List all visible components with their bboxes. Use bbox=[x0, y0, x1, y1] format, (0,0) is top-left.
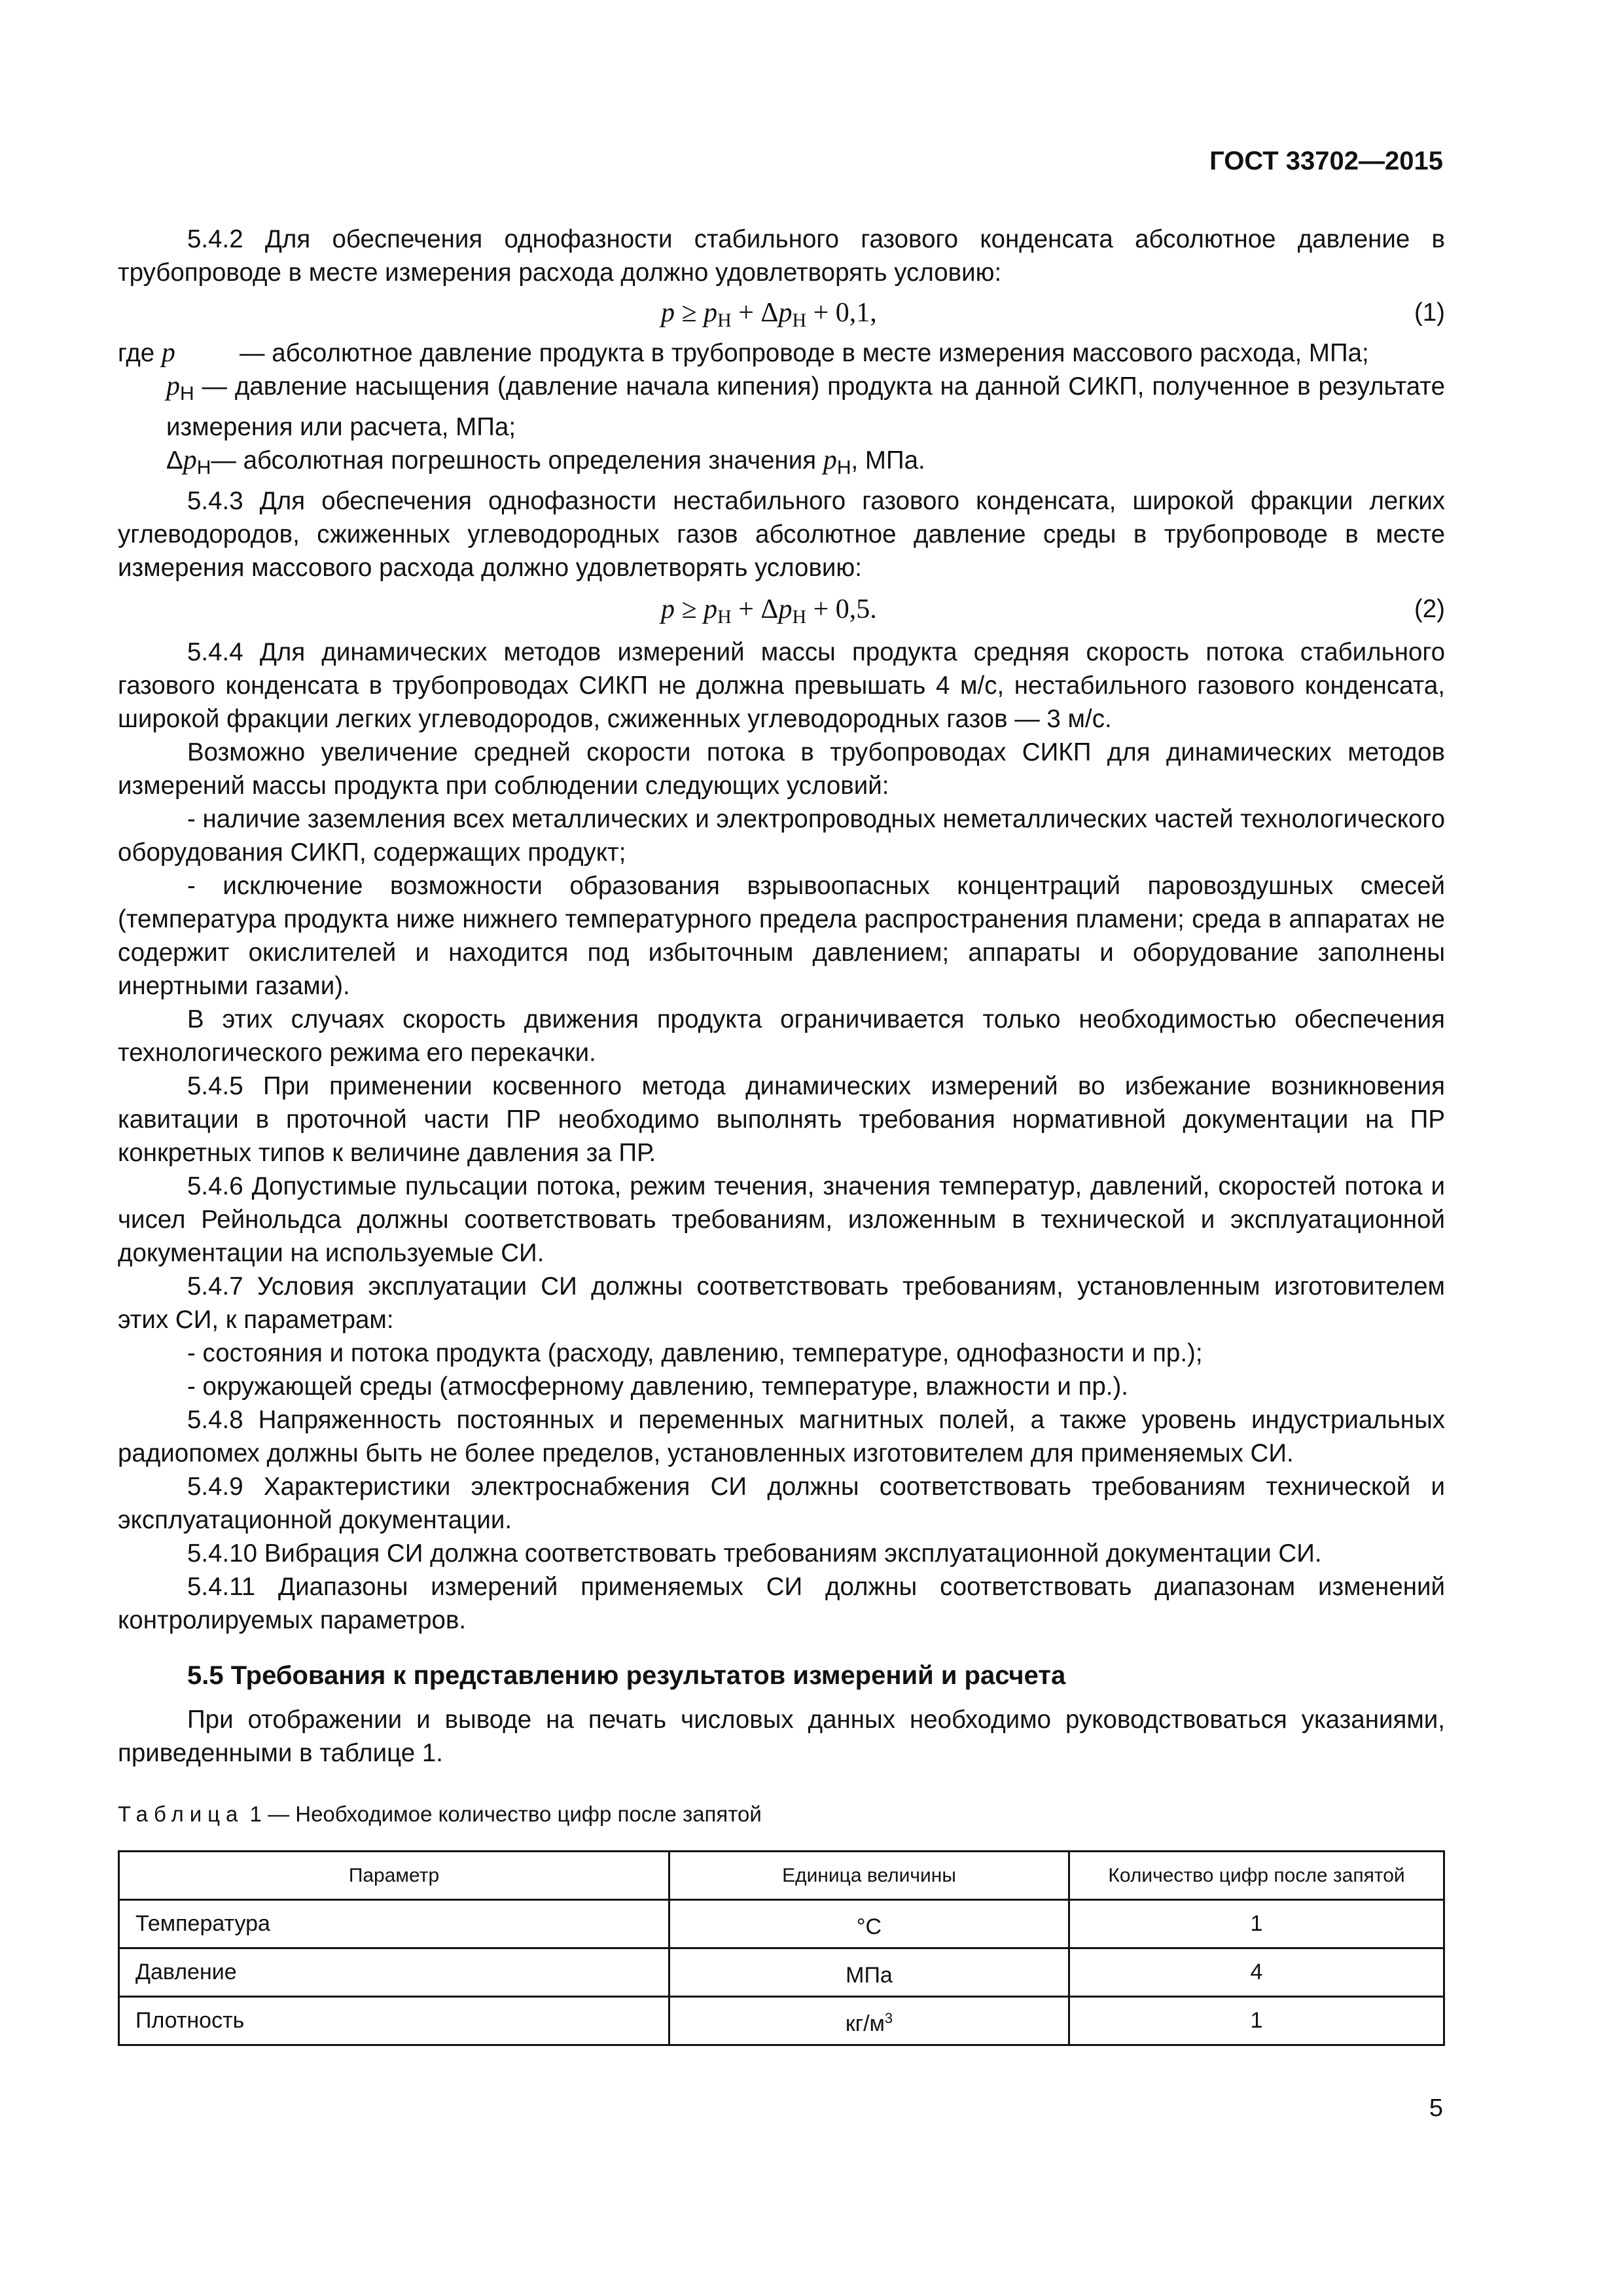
where-dpn-definition: $\Delta p_Н—$ абсолютная погрешность определения значения $p_Н$, МПа. bbox=[166, 445, 925, 478]
column-header-digits: Количество цифр после запятой bbox=[1069, 1852, 1444, 1900]
paragraph-5-4-7: 5.4.7 Условия эксплуатации СИ должны соответствовать требованиям, установленным изготовителем этих СИ, к параметрам: bbox=[118, 1272, 1445, 1334]
formula-1-number: (1) bbox=[1414, 298, 1445, 327]
document-code: ГОСТ 33702—2015 bbox=[1209, 147, 1443, 175]
paragraph-5-4-4-note: В этих случаях скорость движения продукта ограничивается только необходимостью обеспечения технологического режима его перекачки. bbox=[118, 1005, 1445, 1067]
table-row bbox=[119, 1948, 1444, 1997]
cell-unit: $кг/м^3$ bbox=[669, 1997, 1069, 2045]
table-row bbox=[119, 1997, 1444, 2045]
paragraph-5-4-8: 5.4.8 Напряженность постоянных и переменных магнитных полей, а также уровень индустриальных радиопомех должны быть не более пределов, установленных изготовителем для применяемых СИ. bbox=[118, 1406, 1445, 1467]
cell-digits: 4 bbox=[1069, 1948, 1444, 1997]
list-item: - состояния и потока продукта (расходу, давлению, температуре, однофазности и пр.); bbox=[187, 1339, 1203, 1367]
paragraph-5-4-2: 5.4.2 Для обеспечения однофазности стабильного газового конденсата абсолютное давление в трубопроводе в месте измерения расхода должно удовлетворять условию: bbox=[118, 225, 1445, 287]
paragraph-5-4-9: 5.4.9 Характеристики электроснабжения СИ должны соответствовать требованиям технической и эксплуатационной документации. bbox=[118, 1473, 1445, 1534]
formula-2-expression: $p \ge p_Н + \Delta p_Н + 0,5$. bbox=[661, 594, 877, 628]
paragraph-5-4-6: 5.4.6 Допустимые пульсации потока, режим течения, значения температур, давлений, скоростей потока и чисел Рейнольдса должны соответствовать требованиям, изложенным в технической и эксплуатационной документации на используемые СИ. bbox=[118, 1172, 1445, 1267]
paragraph-5-4-4: 5.4.4 Для динамических методов измерений массы продукта средняя скорость потока стабильного газового конденсата в трубопроводах СИКП не должна превышать 4 м/с, нестабильного газового конденсата, широкой фракции легких углеводородов, сжиженных углеводородных газов — 3 м/с. bbox=[118, 638, 1445, 733]
cell-parameter: Давление bbox=[119, 1948, 669, 1997]
table-caption: Таблица 1 — Необходимое количество цифр после запятой bbox=[118, 1802, 762, 1826]
digits-table bbox=[118, 1850, 1445, 2046]
where-pn-definition: $p_Н$ — давление насыщения (давление начала кипения) продукта на данной СИКП, полученное в результате измерения или расчета, МПа; bbox=[166, 371, 1445, 441]
formula-2-number: (2) bbox=[1414, 595, 1445, 623]
cell-parameter: Плотность bbox=[119, 1997, 669, 2045]
section-title-5-5: 5.5 Требования к представлению результатов измерений и расчета bbox=[187, 1661, 1066, 1690]
cell-unit: °C bbox=[669, 1900, 1069, 1948]
cell-unit: МПа bbox=[669, 1948, 1069, 1997]
cell-digits: 1 bbox=[1069, 1997, 1444, 2045]
column-header-unit: Единица величины bbox=[669, 1852, 1069, 1900]
paragraph-5-4-4-conditions: Возможно увеличение средней скорости потока в трубопроводах СИКП для динамических методов измерений массы продукта при соблюдении следующих условий: bbox=[118, 738, 1445, 800]
page-number: 5 bbox=[1429, 2094, 1443, 2122]
paragraph-5-5: При отображении и выводе на печать числовых данных необходимо руководствоваться указаниями, приведенными в таблице 1. bbox=[118, 1706, 1445, 1767]
list-item: - окружающей среды (атмосферному давлению, температуре, влажности и пр.). bbox=[187, 1372, 1128, 1401]
formula-2 bbox=[118, 587, 1445, 632]
page-body bbox=[118, 223, 1445, 2046]
column-header-parameter: Параметр bbox=[119, 1852, 669, 1900]
cell-digits: 1 bbox=[1069, 1900, 1444, 1948]
paragraph-5-4-11: 5.4.11 Диапазоны измерений применяемых СИ должны соответствовать диапазонам изменений контролируемых параметров. bbox=[118, 1573, 1445, 1634]
cell-parameter: Температура bbox=[119, 1900, 669, 1948]
paragraph-5-4-5: 5.4.5 При применении косвенного метода динамических измерений во избежание возникновения кавитации в проточной части ПР необходимо выполнять требования нормативной документации на ПР конкретных типов к величине давления за ПР. bbox=[118, 1072, 1445, 1167]
list-item: - наличие заземления всех металлических и электропроводных неметаллических частей технологического оборудования СИКП, содержащих продукт; bbox=[118, 805, 1446, 867]
where-p-definition: где p — абсолютное давление продукта в трубопроводе в месте измерения массового расхода, МПа; bbox=[118, 338, 1369, 368]
formula-1-expression: $p \ge p_Н + \Delta p_Н + 0,1$, bbox=[661, 298, 877, 331]
table-header-row bbox=[119, 1852, 1444, 1900]
list-item: - исключение возможности образования взрывоопасных концентраций паровоздушных смесей (температура продукта ниже нижнего температурного предела распространения пламени; среда в аппаратах не содержит окислителей и находится под избыточным давлением; аппараты и оборудование заполнены инертными газами). bbox=[118, 872, 1445, 1000]
table-row bbox=[119, 1900, 1444, 1948]
paragraph-5-4-10: 5.4.10 Вибрация СИ должна соответствовать требованиям эксплуатационной документации СИ. bbox=[187, 1539, 1322, 1568]
formula-1 bbox=[118, 291, 1445, 335]
paragraph-5-4-3: 5.4.3 Для обеспечения однофазности нестабильного газового конденсата, широкой фракции легких углеводородов, сжиженных углеводородных газов абсолютное давление среды в трубопроводе в месте измерения массового расхода должно удовлетворять условию: bbox=[118, 487, 1445, 582]
